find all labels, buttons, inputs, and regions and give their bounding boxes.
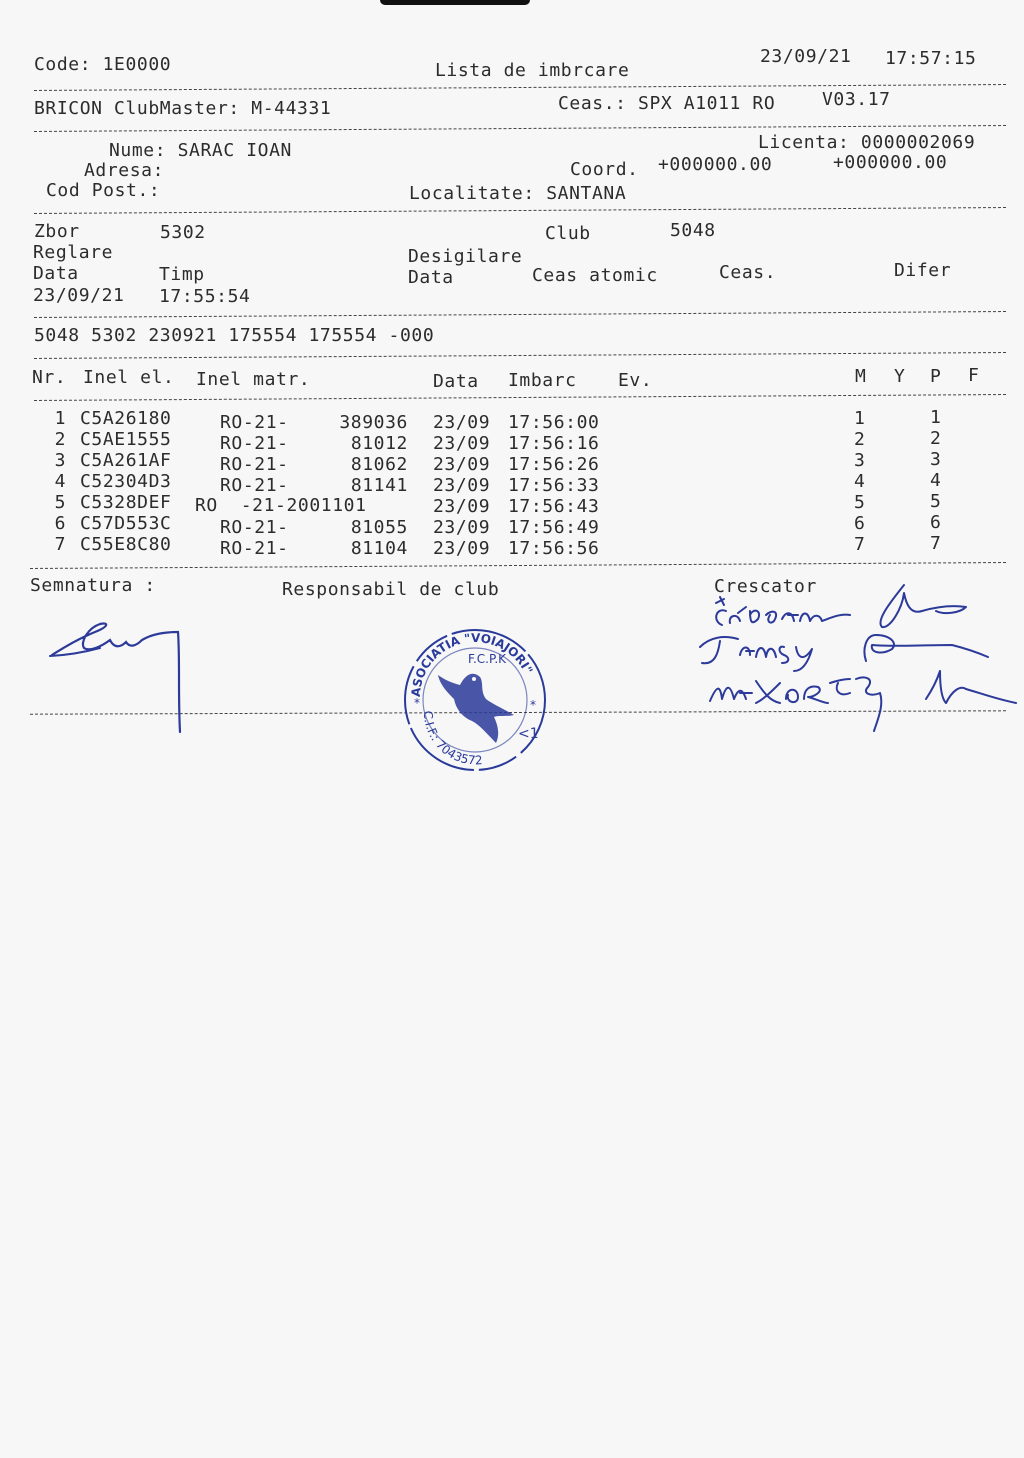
row-time: 17:56:49 <box>508 517 600 538</box>
divider <box>34 394 1006 401</box>
row-electronic-ring: C55E8C80 <box>80 534 172 555</box>
row-p: 4 <box>930 470 942 491</box>
row-ring-prefix: RO -21-2001101 <box>195 495 367 516</box>
flight-label: Zbor <box>34 221 80 242</box>
row-m: 3 <box>854 450 866 471</box>
col-header-ev: Ev. <box>618 370 653 391</box>
row-p: 6 <box>930 512 942 533</box>
row-date: 23/09 <box>433 538 491 559</box>
atomic-clock-label: Ceas atomic <box>532 265 658 286</box>
row-p: 7 <box>930 533 942 554</box>
owner-name: Nume: SARAC IOAN <box>109 140 292 161</box>
row-time: 17:56:26 <box>508 454 600 475</box>
row-m: 5 <box>854 492 866 513</box>
row-electronic-ring: C5328DEF <box>80 492 172 513</box>
row-date: 23/09 <box>433 496 491 517</box>
row-ring-prefix: RO-21- <box>220 454 289 475</box>
setting-time: 17:55:54 <box>159 286 251 307</box>
stamp-top-text: ASOCIATIA "VOIAJORI" <box>408 630 536 698</box>
row-ring-prefix: RO-21- <box>220 412 289 433</box>
row-p: 3 <box>930 449 942 470</box>
difference-label: Difer <box>894 260 952 281</box>
row-nr: 2 <box>54 429 66 450</box>
dove-icon <box>438 674 514 743</box>
row-date: 23/09 <box>433 454 491 475</box>
row-date: 23/09 <box>433 412 491 433</box>
stamp-fcpk: F.C.P.K <box>468 652 507 666</box>
unsealing-label: Desigilare <box>408 246 523 267</box>
col-header-inel-el: Inel el. <box>83 367 175 388</box>
clock-label: Ceas. <box>719 262 777 283</box>
row-ring-number: 389036 <box>339 412 408 433</box>
row-electronic-ring: C5AE1555 <box>80 429 172 450</box>
svg-text:*: * <box>530 698 536 712</box>
stamp-cif: C.I.F.: 7043572 <box>420 710 483 768</box>
row-time: 17:56:43 <box>508 496 600 517</box>
clock-id: Ceas.: SPX A1011 RO <box>558 93 776 114</box>
col-header-p: P <box>930 366 942 387</box>
row-time: 17:56:56 <box>508 538 600 559</box>
row-ring-number: 81141 <box>350 475 408 496</box>
license-number: Licenta: 0000002069 <box>758 132 976 153</box>
owner-address: Adresa: <box>84 160 165 181</box>
row-electronic-ring: C52304D3 <box>80 471 172 492</box>
row-ring-prefix: RO-21- <box>220 538 289 559</box>
divider <box>34 207 1006 214</box>
setting-date: 23/09/21 <box>33 285 125 306</box>
row-nr: 3 <box>54 450 66 471</box>
locality: Localitate: SANTANA <box>409 183 627 204</box>
owner-postcode: Cod Post.: <box>46 180 161 201</box>
unsealing-date-label: Data <box>408 267 454 288</box>
row-electronic-ring: C57D553C <box>80 513 172 534</box>
breeder-label: Crescator <box>714 576 817 597</box>
scan-edge-shadow <box>380 0 530 5</box>
firmware-version: V03.17 <box>822 89 891 110</box>
coord-y: +000000.00 <box>833 152 948 173</box>
setting-time-label: Timp <box>159 264 205 285</box>
divider <box>34 311 1006 318</box>
col-header-data: Data <box>433 371 479 392</box>
print-date: 23/09/21 <box>760 46 852 67</box>
row-nr: 7 <box>54 534 66 555</box>
col-header-inel-matr: Inel matr. <box>196 369 311 390</box>
row-date: 23/09 <box>433 517 491 538</box>
col-header-nr: Nr. <box>32 367 67 388</box>
row-p: 1 <box>930 407 942 428</box>
divider <box>30 562 1006 569</box>
row-ring-number: 81062 <box>350 454 408 475</box>
setting-label: Reglare <box>33 242 114 263</box>
coord-label: Coord. <box>570 159 639 180</box>
row-p: 2 <box>930 428 942 449</box>
col-header-y: Y <box>894 366 906 387</box>
row-ring-prefix: RO-21- <box>220 517 289 538</box>
stamp-mark: <1 <box>518 726 539 742</box>
divider <box>34 125 1006 132</box>
code-label: Code: 1E0000 <box>34 54 172 75</box>
row-ring-number: 81055 <box>350 517 408 538</box>
row-electronic-ring: C5A26180 <box>80 408 172 429</box>
row-ring-number: 81012 <box>350 433 408 454</box>
row-nr: 4 <box>54 471 66 492</box>
row-m: 1 <box>854 408 866 429</box>
row-nr: 5 <box>54 492 66 513</box>
row-time: 17:56:16 <box>508 433 600 454</box>
clubmaster-id: BRICON ClubMaster: M-44331 <box>34 98 332 119</box>
row-m: 6 <box>854 513 866 534</box>
row-electronic-ring: C5A261AF <box>80 450 172 471</box>
row-nr: 1 <box>54 408 66 429</box>
handwritten-signatures-right <box>690 575 1020 735</box>
row-date: 23/09 <box>433 433 491 454</box>
handwritten-signature-left <box>40 600 200 740</box>
row-m: 4 <box>854 471 866 492</box>
row-ring-prefix: RO-21- <box>220 475 289 496</box>
coord-x: +000000.00 <box>658 154 773 175</box>
flight-number: 5302 <box>160 222 206 243</box>
print-time: 17:57:15 <box>885 48 977 69</box>
setting-date-label: Data <box>33 263 79 284</box>
svg-text:*: * <box>414 696 420 710</box>
club-responsible-label: Responsabil de club <box>282 579 500 600</box>
col-header-f: F <box>968 365 980 386</box>
signature-label: Semnatura : <box>30 575 156 596</box>
col-header-imbarc: Imbarc <box>508 370 577 391</box>
row-time: 17:56:00 <box>508 412 600 433</box>
document-title: Lista de imbrcare <box>435 60 630 81</box>
row-date: 23/09 <box>433 475 491 496</box>
row-ring-number: 81104 <box>350 538 408 559</box>
summary-line: 5048 5302 230921 175554 175554 -000 <box>34 325 435 346</box>
association-stamp <box>400 625 550 775</box>
club-number: 5048 <box>670 220 716 241</box>
row-m: 7 <box>854 534 866 555</box>
row-ring-prefix: RO-21- <box>220 433 289 454</box>
col-header-m: M <box>855 366 867 387</box>
row-m: 2 <box>854 429 866 450</box>
club-label: Club <box>545 223 591 244</box>
divider <box>34 352 1006 359</box>
row-nr: 6 <box>54 513 66 534</box>
row-time: 17:56:33 <box>508 475 600 496</box>
row-p: 5 <box>930 491 942 512</box>
